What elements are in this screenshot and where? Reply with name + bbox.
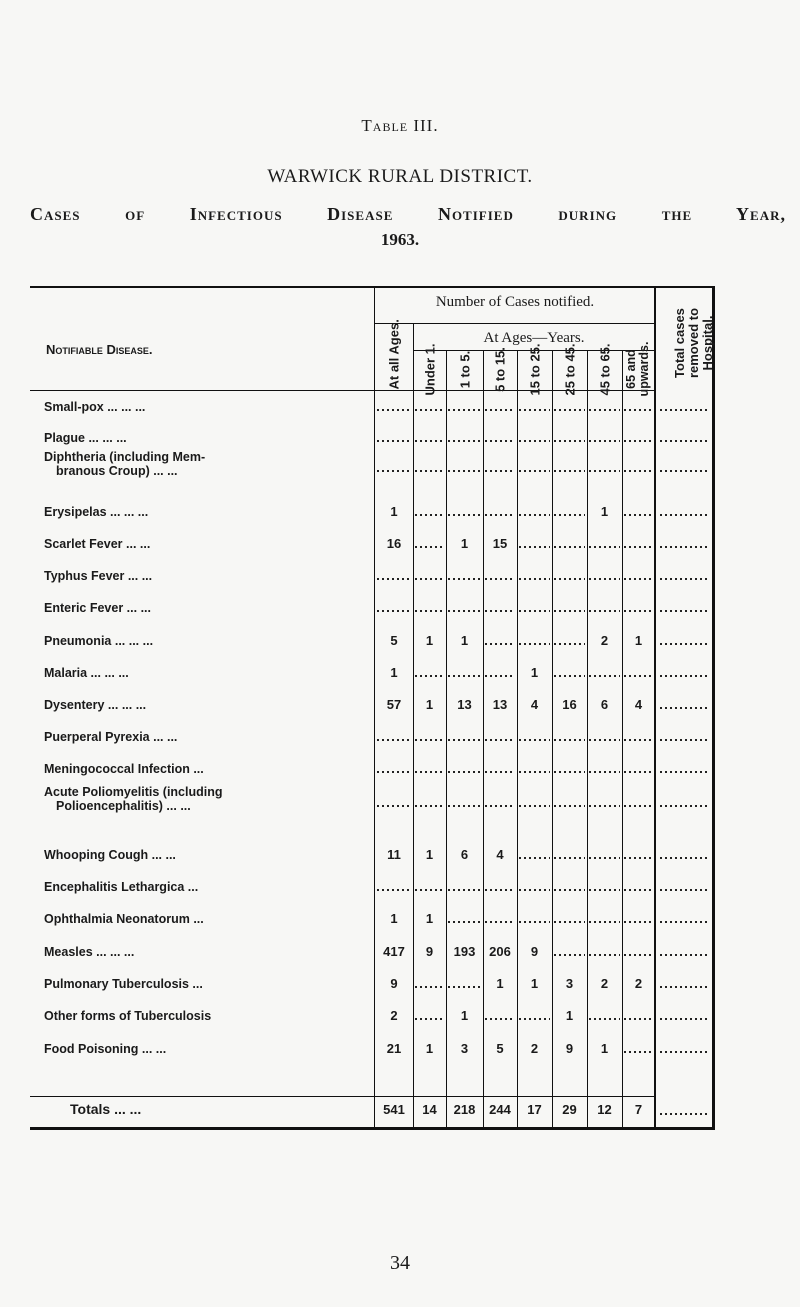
table-cell-value: 9 [530, 944, 539, 959]
empty-cell-dots [624, 921, 653, 923]
totals-label: Totals ... ... [70, 1101, 142, 1117]
empty-cell-dots [624, 1018, 653, 1020]
totals-value: 218 [453, 1102, 476, 1117]
empty-cell-dots [624, 514, 653, 516]
disease-name [44, 450, 205, 478]
disease-name-line: Measles ... ... ... [44, 945, 135, 959]
totals-value: 29 [562, 1102, 577, 1117]
report-year: 1963. [380, 230, 420, 249]
table-cell-value: 2 [530, 1041, 539, 1056]
disease-name [44, 601, 151, 615]
disease-name-line: Other forms of Tuberculosis [44, 1009, 212, 1023]
empty-cell-dots [624, 857, 653, 859]
empty-cell-dots [415, 675, 444, 677]
table-cell-value: 1 [390, 665, 398, 680]
disease-name [44, 634, 153, 648]
empty-cell-dots [624, 771, 653, 773]
hospital-cell-dots [660, 954, 708, 956]
table-cell-value: 1 [390, 911, 398, 926]
header-number-notified: Number of Cases notified. [435, 294, 595, 310]
empty-cell-dots [554, 440, 585, 442]
empty-cell-dots [415, 546, 444, 548]
empty-cell-dots [519, 889, 550, 891]
table-cell-value: 1 [460, 536, 469, 551]
disease-name-line: branous Croup) ... ... [56, 464, 178, 478]
table-cell-value: 3 [565, 976, 574, 991]
disease-name [44, 785, 223, 813]
disease-name-line: Small-pox ... ... ... [44, 400, 146, 414]
empty-cell-dots [519, 546, 550, 548]
disease-name [44, 977, 203, 991]
table-cell-value: 2 [600, 633, 609, 648]
empty-cell-dots [554, 470, 585, 472]
empty-cell-dots [485, 889, 515, 891]
empty-cell-dots [624, 578, 653, 580]
disease-name-line: Puerperal Pyrexia ... ... [44, 730, 178, 744]
table-cell-value: 1 [530, 976, 539, 991]
table-cell-value: 1 [565, 1008, 574, 1023]
disease-name-line: Encephalitis Lethargica ... [44, 880, 199, 894]
hospital-cell-dots [660, 409, 708, 411]
table-cell-value: 206 [489, 944, 511, 959]
empty-cell-dots [554, 643, 585, 645]
column-rule [413, 323, 414, 1127]
empty-cell-dots [589, 470, 620, 472]
disease-name [44, 848, 176, 862]
empty-cell-dots [624, 1051, 653, 1053]
table-cell-value: 4 [496, 847, 504, 862]
table-cell-value: 2 [634, 976, 643, 991]
empty-cell-dots [485, 643, 515, 645]
table-cell-value: 21 [386, 1041, 402, 1056]
empty-cell-dots [554, 546, 585, 548]
empty-cell-dots [519, 409, 550, 411]
column-rule [587, 350, 588, 1127]
column-rule [622, 350, 623, 1127]
table-cell-value: 1 [425, 633, 434, 648]
column-rule [483, 350, 484, 1127]
empty-cell-dots [589, 546, 620, 548]
table-cell-value: 57 [386, 697, 402, 712]
empty-cell-dots [485, 409, 515, 411]
totals-value: 17 [527, 1102, 542, 1117]
empty-cell-dots [589, 610, 620, 612]
empty-cell-dots [519, 610, 550, 612]
empty-cell-dots [415, 409, 444, 411]
empty-cell-dots [377, 409, 411, 411]
empty-cell-dots [589, 954, 620, 956]
empty-cell-dots [554, 409, 585, 411]
empty-cell-dots [415, 739, 444, 741]
table-cell-value: 9 [425, 944, 434, 959]
empty-cell-dots [624, 954, 653, 956]
header-age-band: 1 to 5. [457, 350, 473, 389]
hospital-cell-dots [660, 739, 708, 741]
empty-cell-dots [519, 470, 550, 472]
disease-name [44, 1009, 211, 1023]
table-caption: Table III. [361, 116, 439, 135]
disease-name-line: Meningococcal Infection ... [44, 762, 204, 776]
table-cell-value: 9 [390, 976, 398, 991]
empty-cell-dots [377, 610, 411, 612]
table-cell-value: 193 [453, 944, 476, 959]
table-cell-value: 6 [600, 697, 609, 712]
table-cell-value: 16 [562, 697, 577, 712]
disease-name-line: Pneumonia ... ... ... [44, 634, 154, 648]
totals-value: 14 [422, 1102, 437, 1117]
hospital-cell-dots [660, 1018, 708, 1020]
table-cell-value: 5 [390, 633, 398, 648]
totals-value: 12 [597, 1102, 612, 1117]
totals-value: 7 [634, 1102, 643, 1117]
table-cell-value: 2 [600, 976, 609, 991]
table-border-bottom [30, 1127, 712, 1130]
empty-cell-dots [485, 470, 515, 472]
page-number: 34 [390, 1252, 410, 1274]
disease-name-line: Erysipelas ... ... ... [44, 505, 149, 519]
hospital-cell-dots [660, 546, 708, 548]
table-cell-value: 1 [460, 1008, 469, 1023]
table-cell-value: 1 [425, 697, 434, 712]
hospital-cell-dots [660, 921, 708, 923]
empty-cell-dots [624, 889, 653, 891]
empty-cell-dots [415, 514, 444, 516]
empty-cell-dots [448, 739, 481, 741]
empty-cell-dots [415, 440, 444, 442]
empty-cell-dots [589, 675, 620, 677]
disease-name [44, 569, 152, 583]
empty-cell-dots [624, 470, 653, 472]
table-cell-value: 13 [457, 697, 472, 712]
empty-cell-dots [519, 1018, 550, 1020]
empty-cell-dots [485, 1018, 515, 1020]
disease-name [44, 762, 204, 776]
empty-cell-dots [624, 546, 653, 548]
disease-name-line: Pulmonary Tuberculosis ... [44, 977, 203, 991]
empty-cell-dots [415, 805, 444, 807]
empty-cell-dots [624, 440, 653, 442]
empty-cell-dots [415, 610, 444, 612]
empty-cell-dots [624, 739, 653, 741]
empty-cell-dots [448, 771, 481, 773]
table-cell-value: 417 [383, 944, 405, 959]
empty-cell-dots [485, 514, 515, 516]
hospital-cell-dots [660, 771, 708, 773]
hospital-cell-dots [660, 857, 708, 859]
empty-cell-dots [377, 771, 411, 773]
table-cell-value: 1 [600, 504, 609, 519]
disease-name [44, 945, 134, 959]
hospital-cell-dots [660, 1051, 708, 1053]
disease-name [44, 666, 129, 680]
empty-cell-dots [448, 610, 481, 612]
empty-cell-dots [554, 675, 585, 677]
disease-name-line: Acute Poliomyelitis (including [44, 785, 223, 799]
disease-name [44, 698, 146, 712]
table-border-right [712, 286, 715, 1130]
empty-cell-dots [415, 578, 444, 580]
empty-cell-dots [415, 771, 444, 773]
empty-cell-dots [377, 889, 411, 891]
header-hospital: Total cases removed to Hospital. [672, 307, 715, 379]
header-age-band: 15 to 25. [527, 343, 543, 396]
empty-cell-dots [589, 409, 620, 411]
disease-name-line: Diphtheria (including Mem- [44, 450, 206, 464]
hospital-cell-dots [660, 805, 708, 807]
empty-cell-dots [624, 805, 653, 807]
ages-rule-top [375, 323, 655, 324]
header-age-band: 65 and upwards. [624, 341, 651, 397]
empty-cell-dots [554, 578, 585, 580]
table-cell-value: 1 [600, 1041, 609, 1056]
disease-name [44, 730, 177, 744]
empty-cell-dots [554, 610, 585, 612]
hospital-cell-dots [660, 675, 708, 677]
empty-cell-dots [448, 470, 481, 472]
table-cell-value: 11 [387, 847, 401, 862]
empty-cell-dots [589, 805, 620, 807]
totals-value: 541 [383, 1102, 405, 1117]
empty-cell-dots [485, 610, 515, 612]
empty-cell-dots [377, 805, 411, 807]
empty-cell-dots [589, 1018, 620, 1020]
empty-cell-dots [448, 805, 481, 807]
hospital-cell-dots [660, 440, 708, 442]
table-cell-value: 1 [390, 504, 398, 519]
empty-cell-dots [519, 857, 550, 859]
disease-name-line: Food Poisoning ... ... [44, 1042, 167, 1056]
empty-cell-dots [519, 440, 550, 442]
empty-cell-dots [377, 739, 411, 741]
hospital-cell-dots [660, 514, 708, 516]
empty-cell-dots [519, 921, 550, 923]
empty-cell-dots [485, 675, 515, 677]
table-cell-value: 1 [530, 665, 539, 680]
column-rule [517, 350, 518, 1127]
disease-name [44, 431, 127, 445]
empty-cell-dots [589, 921, 620, 923]
hospital-cell-dots [660, 986, 708, 988]
table-cell-value: 13 [492, 697, 508, 712]
disease-name-line: Malaria ... ... ... [44, 666, 129, 680]
disease-name [44, 1042, 166, 1056]
disease-name [44, 880, 198, 894]
header-age-band: 5 to 15. [492, 347, 508, 392]
empty-cell-dots [448, 921, 481, 923]
empty-cell-dots [589, 857, 620, 859]
district-title: WARWICK RURAL DISTRICT. [267, 166, 533, 187]
empty-cell-dots [485, 440, 515, 442]
empty-cell-dots [589, 578, 620, 580]
table-cell-value: 5 [496, 1041, 504, 1056]
totals-hospital-dots [660, 1113, 708, 1115]
table-cell-value: 6 [460, 847, 469, 862]
empty-cell-dots [554, 857, 585, 859]
table-cell-value: 9 [565, 1041, 574, 1056]
hospital-cell-dots [660, 707, 708, 709]
empty-cell-dots [554, 771, 585, 773]
empty-cell-dots [485, 805, 515, 807]
table-cell-value: 15 [492, 536, 508, 551]
empty-cell-dots [448, 986, 481, 988]
empty-cell-dots [589, 889, 620, 891]
empty-cell-dots [377, 470, 411, 472]
empty-cell-dots [415, 889, 444, 891]
hospital-cell-dots [660, 578, 708, 580]
table-cell-value: 1 [425, 1041, 434, 1056]
header-age-band: 45 to 65. [597, 343, 613, 396]
table-cell-value: 1 [460, 633, 469, 648]
disease-name [44, 400, 145, 414]
disease-name-line: Enteric Fever ... ... [44, 601, 151, 615]
empty-cell-dots [589, 771, 620, 773]
header-age-band: Under 1. [422, 343, 438, 396]
table-cell-value: 4 [530, 697, 539, 712]
empty-cell-dots [448, 440, 481, 442]
empty-cell-dots [448, 514, 481, 516]
empty-cell-dots [554, 514, 585, 516]
header-age-band: 25 to 45. [562, 343, 578, 396]
table-cell-value: 4 [634, 697, 643, 712]
empty-cell-dots [415, 470, 444, 472]
table-cell-value: 2 [390, 1008, 398, 1023]
empty-cell-dots [415, 986, 444, 988]
empty-cell-dots [589, 440, 620, 442]
empty-cell-dots [485, 739, 515, 741]
header-at-ages: At Ages—Years. [483, 330, 585, 346]
empty-cell-dots [554, 921, 585, 923]
table-subtitle: Cases of Infectious Disease Notified during the Year, [30, 204, 786, 224]
empty-cell-dots [415, 1018, 444, 1020]
empty-cell-dots [377, 578, 411, 580]
empty-cell-dots [485, 921, 515, 923]
disease-name-line: Polioencephalitis) ... ... [56, 799, 191, 813]
hospital-cell-dots [660, 470, 708, 472]
header-disease: Notifiable Disease. [46, 342, 153, 357]
empty-cell-dots [448, 578, 481, 580]
disease-name-line: Typhus Fever ... ... [44, 569, 153, 583]
empty-cell-dots [519, 643, 550, 645]
table-cell-value: 16 [386, 536, 402, 551]
empty-cell-dots [554, 954, 585, 956]
empty-cell-dots [448, 409, 481, 411]
disease-name-line: Scarlet Fever ... ... [44, 537, 151, 551]
hospital-cell-dots [660, 889, 708, 891]
disease-name-line: Dysentery ... ... ... [44, 698, 147, 712]
disease-name [44, 537, 150, 551]
empty-cell-dots [519, 578, 550, 580]
table-cell-value: 3 [460, 1041, 469, 1056]
disease-name [44, 505, 148, 519]
hospital-cell-dots [660, 610, 708, 612]
table-cell-value: 1 [634, 633, 643, 648]
disease-name-line: Ophthalmia Neonatorum ... [44, 912, 204, 926]
empty-cell-dots [519, 514, 550, 516]
empty-cell-dots [377, 440, 411, 442]
disease-name [44, 912, 204, 926]
disease-name-line: Whooping Cough ... ... [44, 848, 176, 862]
empty-cell-dots [448, 675, 481, 677]
empty-cell-dots [519, 771, 550, 773]
empty-cell-dots [519, 739, 550, 741]
empty-cell-dots [624, 610, 653, 612]
empty-cell-dots [485, 771, 515, 773]
hospital-cell-dots [660, 643, 708, 645]
empty-cell-dots [554, 739, 585, 741]
empty-cell-dots [519, 805, 550, 807]
table-border-top [30, 286, 712, 288]
totals-rule [30, 1096, 655, 1097]
empty-cell-dots [485, 578, 515, 580]
empty-cell-dots [554, 805, 585, 807]
empty-cell-dots [448, 889, 481, 891]
empty-cell-dots [589, 739, 620, 741]
table-cell-value: 1 [425, 847, 434, 862]
header-at-all-ages: At all Ages. [386, 319, 402, 390]
table-cell-value: 1 [496, 976, 504, 991]
table-cell-value: 1 [425, 911, 434, 926]
empty-cell-dots [554, 889, 585, 891]
header-rule [30, 390, 654, 391]
disease-name-line: Plague ... ... ... [44, 431, 127, 445]
totals-value: 244 [489, 1102, 511, 1117]
empty-cell-dots [624, 675, 653, 677]
empty-cell-dots [624, 409, 653, 411]
